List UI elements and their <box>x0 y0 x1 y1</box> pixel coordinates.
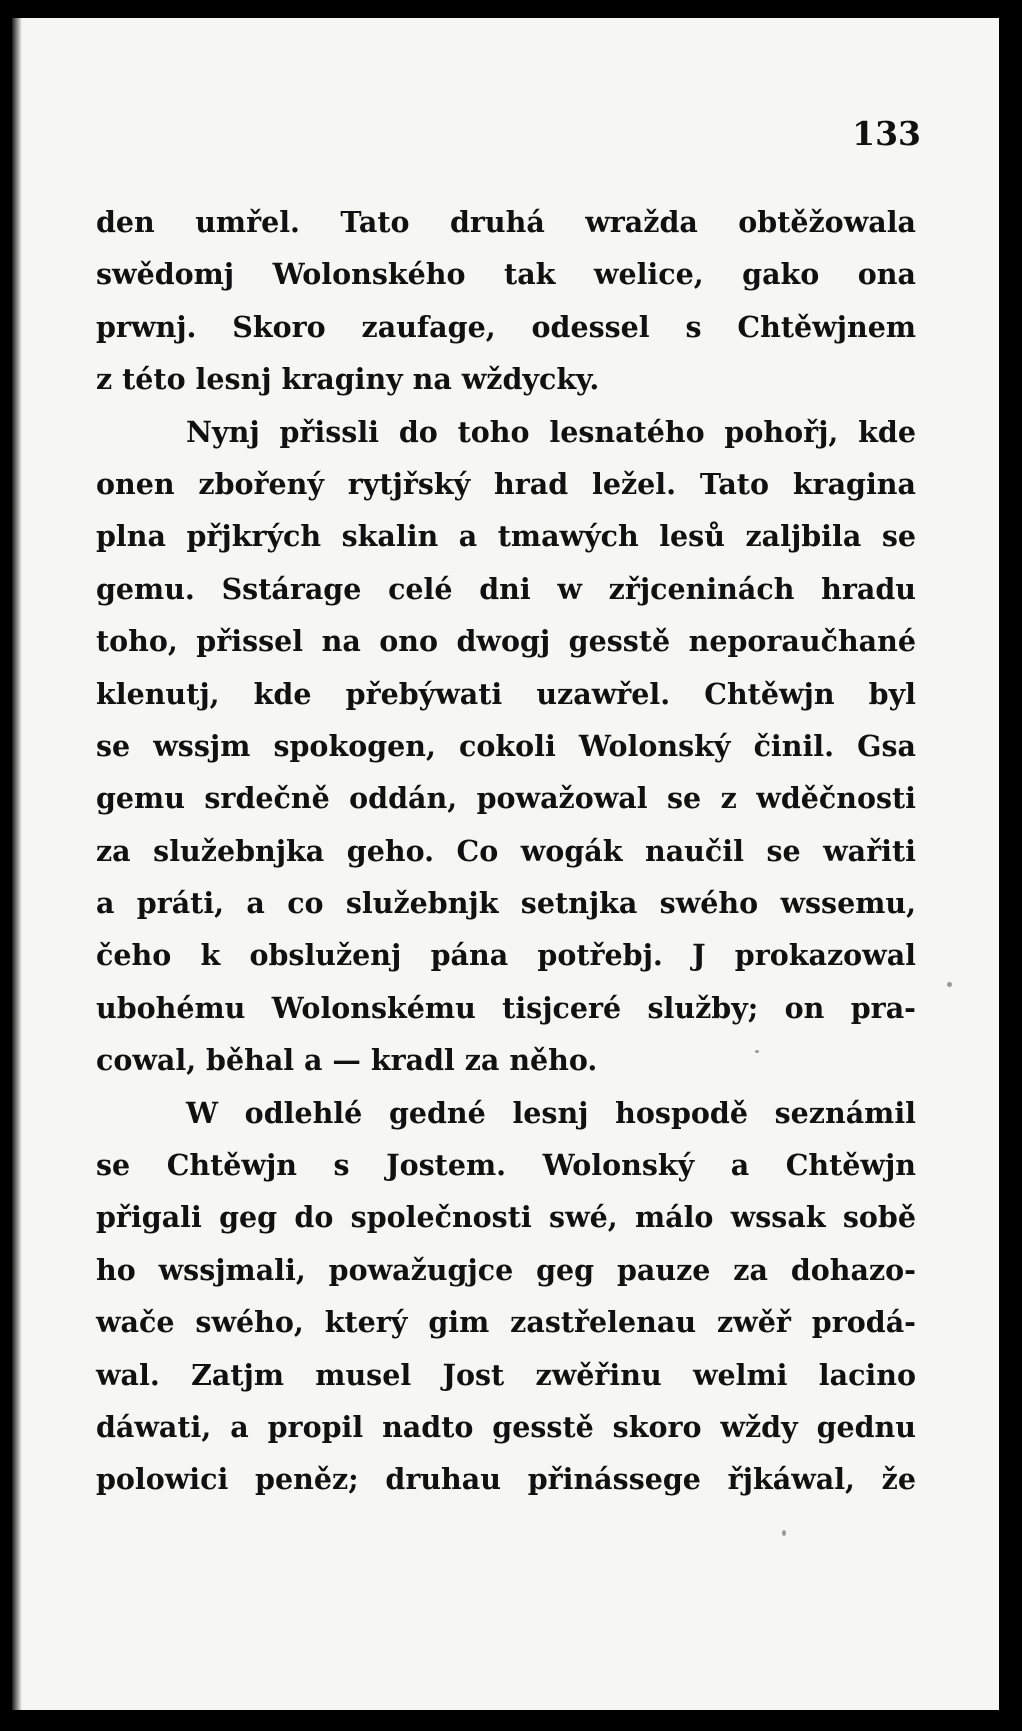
text-line: dáwati, a propil nadto gesstě skoro wždy gednu <box>96 1409 916 1444</box>
text-line: polowici peněz; druhau přinássege řjkáwal, že <box>96 1462 916 1497</box>
book-page <box>12 18 999 1710</box>
text-line: ho wssjmali, powažugjce geg pauze za dohazo- <box>96 1252 916 1287</box>
text-line: klenutj, kde přebýwati uzawřel. Chtěwjn byl <box>96 676 916 711</box>
body-text <box>96 196 916 1506</box>
text-line: toho, přissel na ono dwogj gesstě neporaučhané <box>96 624 916 659</box>
text-line: gemu. Sstárage celé dni w zřjceninách hradu <box>96 571 916 606</box>
text-line: a práti, a co služebnjk setnjka swého wssemu, <box>96 886 916 921</box>
text-line: se wssjm spokogen, cokoli Wolonský činil. Gsa <box>96 728 916 763</box>
text-line: cowal, běhal a — kradl za něho. <box>96 1043 598 1078</box>
text-line: plna přjkrých skalin a tmawých lesů zaljbila se <box>96 519 916 554</box>
page-number: 133 <box>852 114 921 153</box>
text-line: gemu srdečně oddán, powažowal se z wděčnosti <box>96 781 916 816</box>
text-line: wal. Zatjm musel Jost zwěřinu welmi lacino <box>96 1357 916 1392</box>
paper-speck <box>947 982 952 987</box>
text-line: den umřel. Tato druhá wražda obtěžowala <box>96 205 916 239</box>
text-line: čeho k obsluženj pána potřebj. J prokazowal <box>96 938 916 973</box>
text-line: za služebnjka geho. Co wogák naučil se wařiti <box>96 833 916 868</box>
paragraph-first-line: W odlehlé gedné lesnj hospodě seznámil <box>186 1095 916 1130</box>
paragraph-first-line: Nynj přissli do toho lesnatého pohořj, kde <box>186 414 916 449</box>
text-line: swědomj Wolonského tak welice, gako ona <box>96 257 916 292</box>
text-line: přigali geg do společnosti swé, málo wssak sobě <box>96 1200 916 1235</box>
page-edge-shadow <box>12 18 22 1710</box>
paper-speck <box>755 1050 759 1053</box>
text-line: wače swého, který gim zastřelenau zwěř prodá- <box>96 1305 916 1340</box>
paper-speck <box>782 1530 786 1536</box>
text-line: se Chtěwjn s Jostem. Wolonský a Chtěwjn <box>96 1148 916 1183</box>
text-line: onen zbořený rytjřský hrad ležel. Tato kragina <box>96 466 916 501</box>
text-line: z této lesnj kraginy na wždycky. <box>96 362 600 397</box>
text-line: prwnj. Skoro zaufage, odessel s Chtěwjnem <box>96 309 916 344</box>
text-line: ubohému Wolonskému tisjceré služby; on pra- <box>96 990 916 1025</box>
